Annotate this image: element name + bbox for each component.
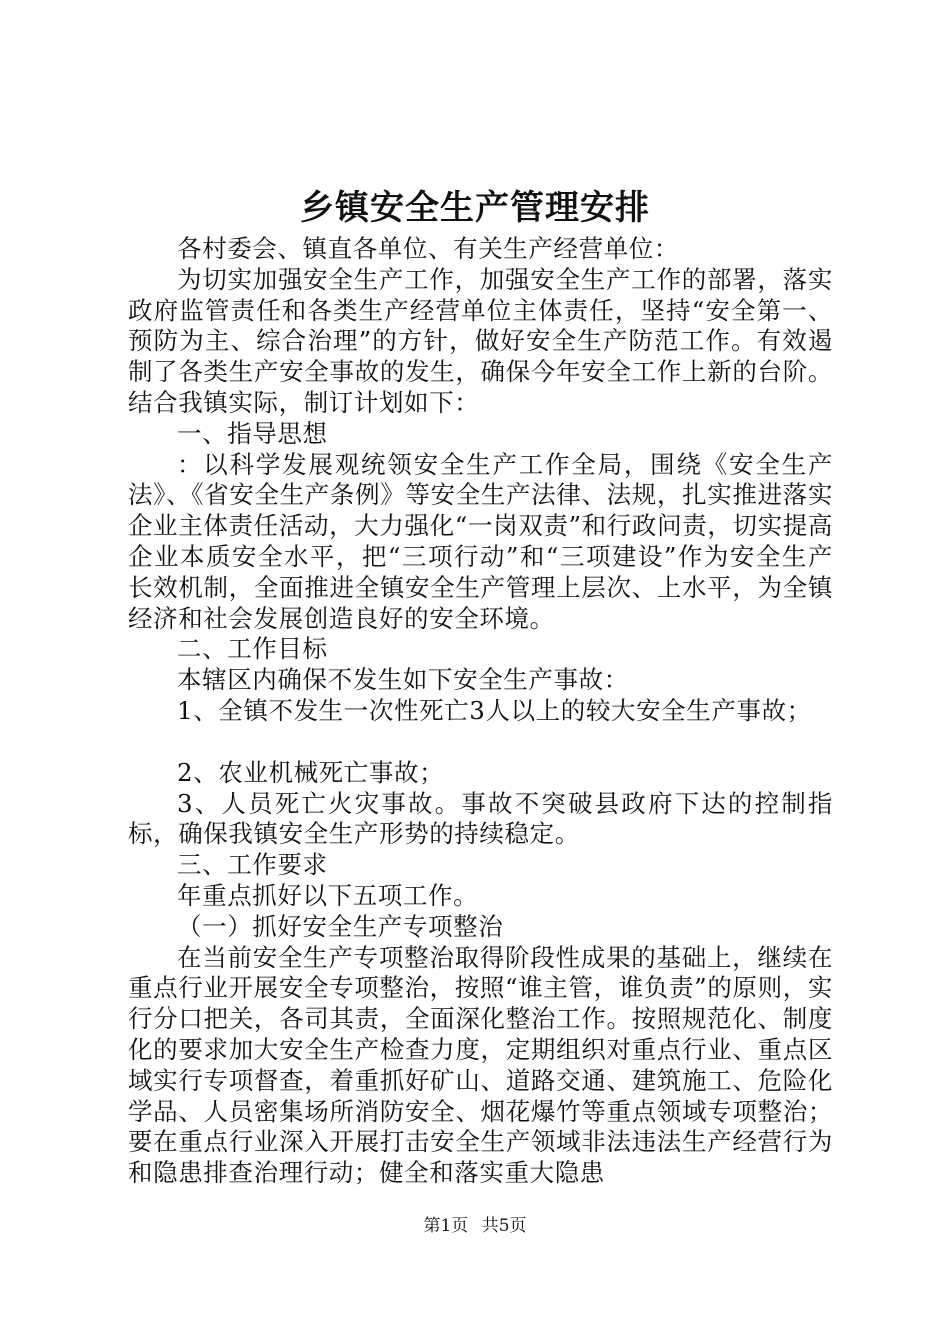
goal-item-2: 2、农业机械死亡事故； — [177, 757, 445, 787]
page-footer — [0, 1214, 950, 1238]
salutation-paragraph: 各村委会、镇直各单位、有关生产经营单位： — [177, 234, 679, 263]
intro-paragraph: 为切实加强安全生产工作，加强安全生产工作的部署，落实政府监管责任和各类生产经营单位主体责任，坚持“安全第一、预防为主、综合治理”的方针，做好安全生产防范工作。有效遏制了各类生产安全事故的发生，确保今年安全工作上新的台阶。结合我镇实际，制订计划如下： — [128, 264, 833, 417]
blank-line — [128, 727, 833, 758]
document-body — [128, 234, 833, 1189]
goal-item-1: 1、全镇不发生一次性死亡3人以上的较大安全生产事故； — [177, 695, 812, 725]
page-total: 共5页 — [481, 1216, 527, 1236]
page-number: 第1页 — [423, 1216, 469, 1236]
subsection-heading-special-rectification: （一）抓好安全生产专项整治 — [177, 911, 504, 941]
requirements-intro-paragraph: 年重点抓好以下五项工作。 — [177, 880, 479, 910]
goals-intro-paragraph: 本辖区内确保不发生如下安全生产事故： — [177, 665, 629, 695]
section-heading-guiding-ideology: 一、指导思想 — [177, 418, 328, 448]
section-heading-work-requirements: 三、工作要求 — [177, 850, 328, 880]
section-heading-work-goals: 二、工作目标 — [177, 634, 328, 664]
guiding-ideology-paragraph: ：以科学发展观统领安全生产工作全局，围绕《安全生产法》、《省安全生产条例》等安全生产法律、法规，扎实推进落实企业主体责任活动，大力强化“一岗双责”和行政问责，切实提高企业本质安全水平，把“三项行动”和“三项建设”作为安全生产长效机制，全面推进全镇安全生产管理上层次、上水平，为全镇经济和社会发展创造良好的安全环境。 — [128, 449, 833, 633]
special-rectification-paragraph: 在当前安全生产专项整治取得阶段性成果的基础上，继续在重点行业开展安全专项整治，按照“谁主管，谁负责”的原则，实行分口把关，各司其责，全面深化整治工作。按照规范化、制度化的要求加大安全生产检查力度，定期组织对重点行业、重点区域实行专项督查，着重抓好矿山、道路交通、建筑施工、危险化学品、人员密集场所消防安全、烟花爆竹等重点领域专项整治；要在重点行业深入开展打击安全生产领域非法违法生产经营行为和隐患排查治理行动；健全和落实重大隐患 — [128, 942, 833, 1188]
goal-item-3: 3、人员死亡火灾事故。事故不突破县政府下达的控制指标，确保我镇安全生产形势的持续稳定。 — [128, 788, 833, 849]
document-title: 乡镇安全生产管理安排 — [300, 188, 650, 228]
